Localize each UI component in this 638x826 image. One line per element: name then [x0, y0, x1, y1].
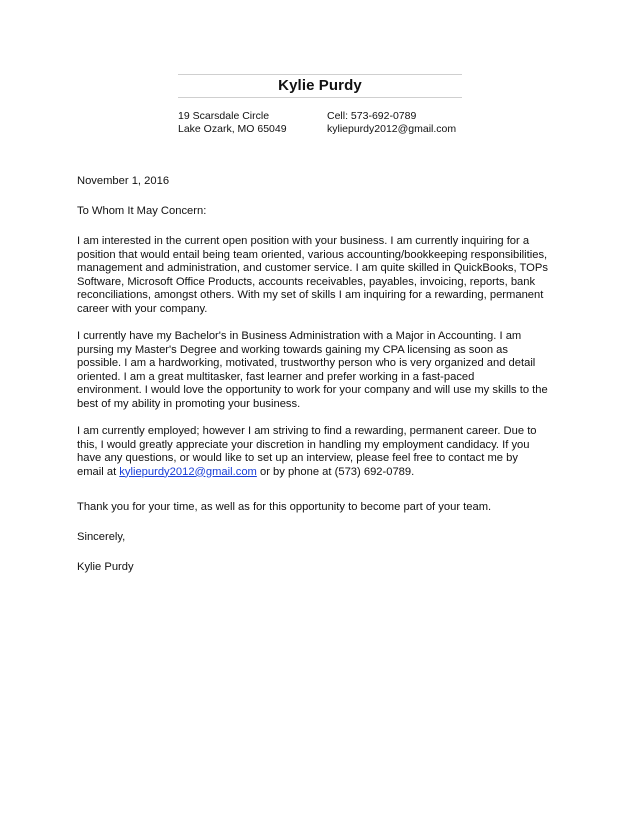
paragraph-2 — [77, 330, 557, 411]
paragraph-1-line: reconciliations, amongst others. With my set of skills I am inquiring for a rewarding, permanent — [77, 289, 544, 301]
email-prefix: email at — [77, 465, 120, 478]
paragraph-1-line: career with your company. — [77, 302, 208, 315]
address-line-1: 19 Scarsdale Circle — [178, 110, 270, 122]
closing — [77, 531, 557, 545]
paragraph-1-text — [77, 235, 557, 316]
paragraph-2-line: environment. I would love the opportunity to work for your company and will use my skills to the — [77, 384, 548, 396]
paragraph-2-line: oriented. I am a great multitasker, fast learner and prefer working in a fast-paced — [77, 370, 475, 383]
paragraph-1 — [77, 235, 557, 316]
paragraph-2-text — [77, 330, 557, 411]
sender-address — [178, 110, 287, 136]
header-bottom-rule — [178, 97, 462, 98]
phone-suffix: or by phone at (573) 692-0789. — [256, 465, 415, 478]
thanks-paragraph — [77, 501, 557, 515]
email-link[interactable]: kyliepurdy2012@gmail.com — [119, 465, 257, 478]
paragraph-2-line: possible. I am a hardworking, motivated, trustworthy person who is very organized and detail — [77, 357, 536, 369]
paragraph-1-line: Software, Microsoft Office Products, accounts receivables, payables, invoicing, reports, bank — [77, 275, 536, 288]
paragraph-3 — [77, 425, 557, 479]
paragraph-1-line: position that would entail being team oriented, various accounting/bookkeeping responsibilities, — [77, 248, 548, 261]
closing-text: Sincerely, — [77, 531, 126, 543]
sender-contact — [327, 110, 456, 136]
address-line-2: Lake Ozark, MO 65049 — [178, 123, 287, 135]
signature — [77, 561, 557, 575]
email-address: kyliepurdy2012@gmail.com — [327, 123, 457, 135]
paragraph-3-text — [77, 425, 557, 479]
paragraph-1-line: I am interested in the current open position with your business. I am currently inquiring for a — [77, 235, 530, 247]
salutation — [77, 205, 557, 219]
letter-date — [77, 175, 557, 189]
paragraph-2-line: I currently have my Bachelor's in Business Administration with a Major in Accounting. I am — [77, 330, 522, 342]
paragraph-3-line: I am currently employed; however I am striving to find a rewarding, permanent career. Due to — [77, 425, 537, 437]
header-top-rule — [178, 74, 462, 75]
salutation-text: To Whom It May Concern: — [77, 205, 207, 217]
paragraph-3-line: this, I would greatly appreciate your discretion in handling my employment candidacy. If you — [77, 438, 530, 451]
paragraph-1-line: management and administration, and customer service. I am quite skilled in QuickBooks, TOPs — [77, 262, 548, 274]
signature-text: Kylie Purdy — [77, 561, 134, 573]
paragraph-2-line: pursing my Master's Degree and working towards gaining my CPA licensing as soon as — [77, 343, 508, 356]
date-text: November 1, 2016 — [77, 175, 170, 187]
thanks-text: Thank you for your time, as well as for this opportunity to become part of your team. — [77, 501, 492, 513]
paragraph-2-line: best of my ability in promoting your business. — [77, 397, 301, 410]
sender-name-heading: Kylie Purdy — [278, 77, 362, 94]
paragraph-3-line — [77, 466, 557, 480]
phone-number: Cell: 573-692-0789 — [327, 110, 417, 122]
paragraph-3-line: have any questions, or would like to set up an interview, please feel free to contact me by — [77, 452, 518, 464]
